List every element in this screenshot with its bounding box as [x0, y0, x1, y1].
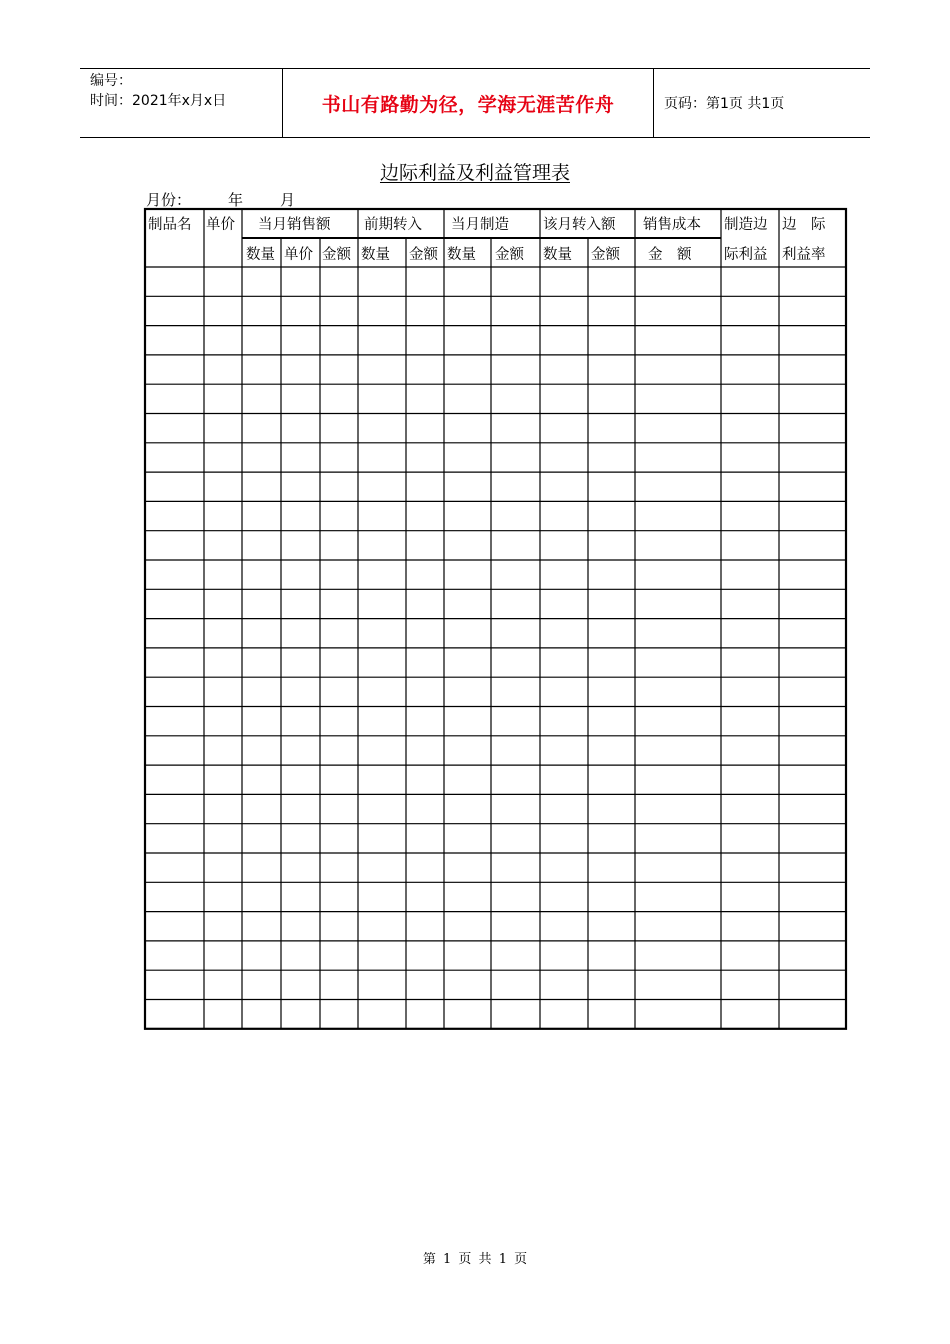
page-footer: 第 1 页 共 1 页	[422, 1252, 528, 1267]
header-motto: 书山有路勤为径，学海无涯苦作舟	[282, 69, 654, 137]
sub-header-8: 金额	[591, 247, 620, 263]
sub-header-11: 利益率	[782, 247, 826, 263]
sub-header-0: 数量	[246, 247, 275, 263]
time-label: 时间：2021年x月x日	[90, 93, 227, 109]
month-unit-label: 月	[280, 191, 296, 209]
month-label: 月份：	[146, 191, 192, 209]
sub-header-3: 数量	[361, 247, 390, 263]
page-title-text: 边际利益及利益管理表	[379, 162, 570, 184]
group-header-6: 销售成本	[643, 217, 701, 233]
header-page-info: 页码：第1页 共1页	[664, 96, 785, 112]
sub-header-7: 数量	[543, 247, 572, 263]
sub-header-1: 单价	[284, 247, 313, 263]
sub-header-2: 金额	[322, 247, 351, 263]
sub-header-9: 金 额	[648, 247, 692, 263]
group-header-3: 前期转入	[364, 217, 422, 233]
sub-header-4: 金额	[409, 247, 438, 263]
year-label: 年	[228, 191, 244, 209]
sub-header-6: 金额	[495, 247, 524, 263]
group-header-2: 当月销售额	[258, 217, 331, 233]
group-header-5: 该月转入额	[543, 217, 616, 233]
group-header-0: 制品名	[148, 217, 192, 233]
group-header-7: 制造边	[724, 217, 768, 233]
group-header-1: 单价	[206, 217, 235, 233]
group-header-8: 边 际	[782, 217, 826, 233]
sub-header-5: 数量	[447, 247, 476, 263]
group-header-4: 当月制造	[451, 217, 509, 233]
number-label: 编号：	[90, 73, 132, 89]
sub-header-10: 际利益	[724, 247, 768, 263]
